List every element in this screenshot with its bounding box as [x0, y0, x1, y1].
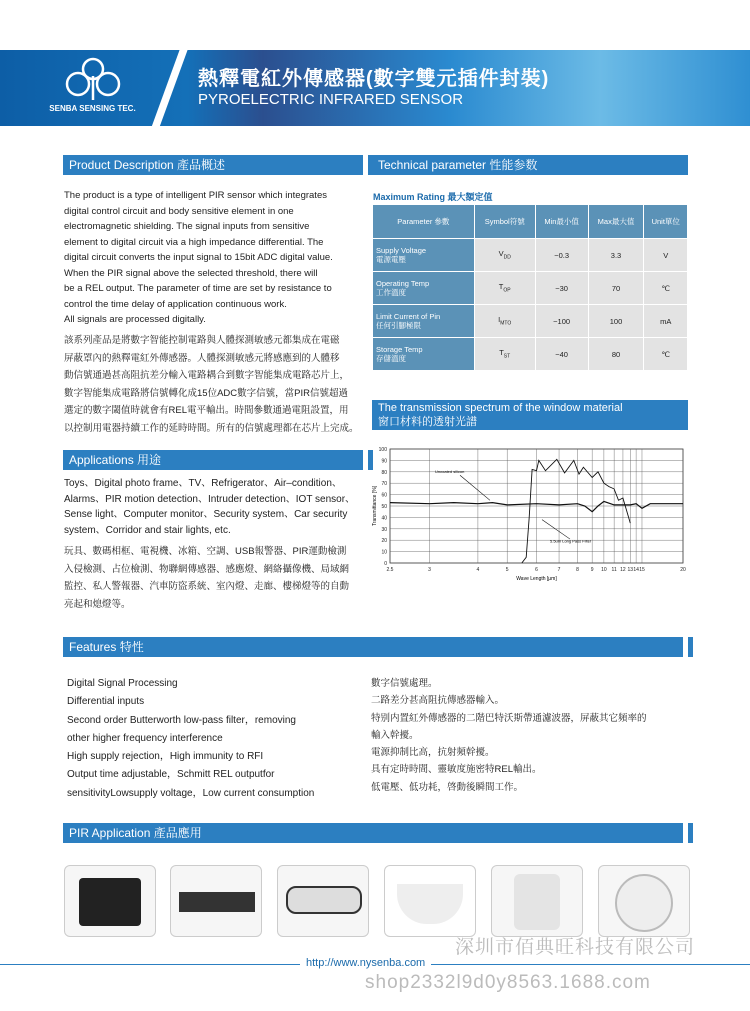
y-tick-label: 40 [381, 515, 387, 522]
x-tick-label: 3 [428, 567, 431, 573]
annotation-uncoated-silicon: Uncoated silicon [435, 468, 465, 474]
unit-cell: ℃ [644, 272, 687, 304]
x-tick-label: 6 [535, 567, 538, 573]
table-row [373, 338, 687, 370]
x-tick-label: 7 [557, 567, 561, 573]
column-header: Symbol符號 [475, 205, 535, 238]
table-row [373, 272, 687, 304]
column-header: Parameter 參數 [373, 205, 474, 238]
x-tick-label: 4 [476, 567, 480, 573]
table-row [373, 305, 687, 337]
description-en: The product is a type of intelligent PIR sensor which integrates digital control circuit and body sensitive element in one electromagnetic shielding. The signal inputs from sensitive element to digital circuit via a high impedance differential. The digital circuit converts the input signal to 15bit ADC digital value. When the PIR signal above the selected threshold, there will be a REL output. The parameter of time are set by resistance to control the time delay of application continuous work. All signals are processed digitally. [64, 190, 333, 325]
product-image-spotlight [277, 865, 369, 937]
technical-parameter-heading: Technical parameter 性能参数 [372, 155, 688, 175]
y-tick-label: 80 [381, 469, 387, 476]
y-tick-label: 60 [381, 492, 387, 499]
maximum-rating-title: Maximum Rating 最大額定值 [373, 192, 493, 202]
page-title-en: PYROELECTRIC INFRARED SENSOR [198, 91, 464, 108]
logo [45, 56, 140, 113]
banner-divider [147, 50, 191, 126]
x-tick-label: 15 [639, 567, 645, 573]
max-cell: 3.3 [589, 239, 644, 271]
features-cn: 數字信號處理。 二路差分甚高阻抗傳感器輸入。 特别内置紅外傳感器的二階巴特沃斯帶通濾波器，屏蔽其它頻率的 輸入幹擾。 電源抑制比高，抗射頻幹擾。 具有定時時間、靈敏度施密特REL輸出。 低電壓、低功耗，啓動後瞬間工作。 [371, 678, 647, 793]
symbol-cell: $T_{OP}$ [475, 272, 535, 304]
x-tick-label: 2.5 [386, 567, 394, 573]
pir-application-heading: PIR Application 產品應用 [63, 823, 683, 843]
header-banner [0, 50, 750, 126]
description-cn: 該系列產品是將數字智能控制電路與人體探測敏感元都集成在電磁 屏蔽罩內的熱釋電紅外傳感器。人體探測敏感元將感應到的人體移 動信號通過甚高阻抗差分輸入電路耦合到數字智能集成電路芯片上， 數字智能集成電路將信號轉化成15位ADC數字信號，當PIR信號超過 選定的數字閾值時就會有REL電平輸出。時間參數通過電阻設置，用 以控制用電器持續工作的延時時間。所有的信號處理都在芯片上完成。 [64, 335, 359, 434]
annotation-long-pass-filter: 5.5um Long Pass Filter [550, 538, 592, 544]
param-cell: Limit Current of Pin 任何引腳極限 [373, 305, 474, 337]
applications-cn: 玩具、數碼相框、電視機、冰箱、空調、USB報警器、PIR運動檢測 入侵檢測、占位檢測、物聯網傳感器、感應燈、網絡攝像機、局域網 監控、私人警報器、汽車防盜系統、室內燈、走廊、樓梯燈等的自動 亮起和熄燈等。 [64, 546, 350, 610]
senba-logo-icon [58, 56, 128, 102]
y-axis-label: Transmittance [%] [372, 485, 378, 527]
min-cell: −40 [536, 338, 588, 370]
product-image-sensor-module [491, 865, 583, 937]
x-tick-label: 8 [576, 567, 579, 573]
y-tick-label: 70 [381, 481, 387, 488]
max-cell: 100 [589, 305, 644, 337]
product-image-toilet-light [384, 865, 476, 937]
unit-cell: mA [644, 305, 687, 337]
unit-cell: ℃ [644, 338, 687, 370]
min-cell: −30 [536, 272, 588, 304]
unit-cell: V [644, 239, 687, 271]
x-tick-label: 10 [601, 567, 607, 573]
param-cell: Supply Voltage 電源電壓 [373, 239, 474, 271]
product-image-solar-light [64, 865, 156, 937]
spectrum-heading: The transmission spectrum of the window material 窗口材料的透射光譜 [372, 400, 688, 430]
applications-en: Toys、Digital photo frame、TV、Refrigerator、Air–condition、 Alarms、PIR motion detection、Intruder detection、IOT sensor、 Sense light、Computer monitor、Security system、Car security system、Corridor and stair lights, etc. [64, 478, 356, 536]
x-tick-label: 11 [611, 567, 617, 573]
y-tick-label: 90 [381, 458, 387, 465]
column-header: Unit單位 [644, 205, 687, 238]
y-tick-label: 30 [381, 526, 387, 533]
y-tick-label: 0 [384, 561, 387, 567]
max-cell: 70 [589, 272, 644, 304]
x-tick-label: 13 [627, 567, 634, 573]
applications-heading: Applications 用途 [63, 450, 363, 470]
x-tick-label: 14 [633, 567, 639, 573]
features-heading: Features 特性 [63, 637, 683, 657]
param-cell: Operating Temp 工作溫度 [373, 272, 474, 304]
logo-text: SENBA SENSING TEC. [49, 104, 136, 113]
product-description-heading: Product Description 產品概述 [63, 155, 363, 175]
y-tick-label: 20 [381, 538, 387, 545]
x-tick-label: 5 [505, 567, 509, 573]
watermark-company: 深圳市佰典旺科技有限公司 [455, 937, 696, 958]
watermark-shop: shop2332l9d0y8563.1688.com [365, 972, 651, 993]
min-cell: −100 [536, 305, 588, 337]
x-axis-label: Wave Length [μm] [516, 576, 557, 582]
x-tick-label: 12 [620, 567, 626, 573]
y-tick-label: 100 [378, 447, 387, 453]
symbol-cell: $I_{MTO}$ [475, 305, 535, 337]
website-link[interactable]: http://www.nysenba.com [300, 957, 431, 969]
product-image-wall-light [170, 865, 262, 937]
page-title-cn: 熱釋電紅外傳感器(數字雙元插件封裝) [198, 68, 550, 90]
product-image-ceiling-sensor [598, 865, 690, 937]
features-en: Digital Signal Processing Differential inputs Second order Butterworth low-pass filter，removing other higher frequency interference High supply rejection，High immunity to RFI Output time adjustable，Schmitt REL outputfor sensitivityLowsupply voltage，Low current consumption [67, 678, 315, 799]
x-tick-label: 20 [680, 567, 686, 573]
y-tick-label: 10 [381, 549, 387, 556]
table-row [373, 239, 687, 271]
transmission-spectrum-chart [370, 443, 688, 588]
symbol-cell: $T_{ST}$ [475, 338, 535, 370]
param-cell: Storage Temp 存儲溫度 [373, 338, 474, 370]
max-cell: 80 [589, 338, 644, 370]
x-tick-label: 9 [590, 567, 594, 573]
symbol-cell: $V_{DD}$ [475, 239, 535, 271]
table-header-row [373, 205, 687, 238]
y-tick-label: 50 [381, 504, 387, 510]
column-header: Max最大值 [589, 205, 644, 238]
column-header: Min最小值 [536, 205, 588, 238]
min-cell: −0.3 [536, 239, 588, 271]
maximum-rating-table [372, 204, 688, 371]
